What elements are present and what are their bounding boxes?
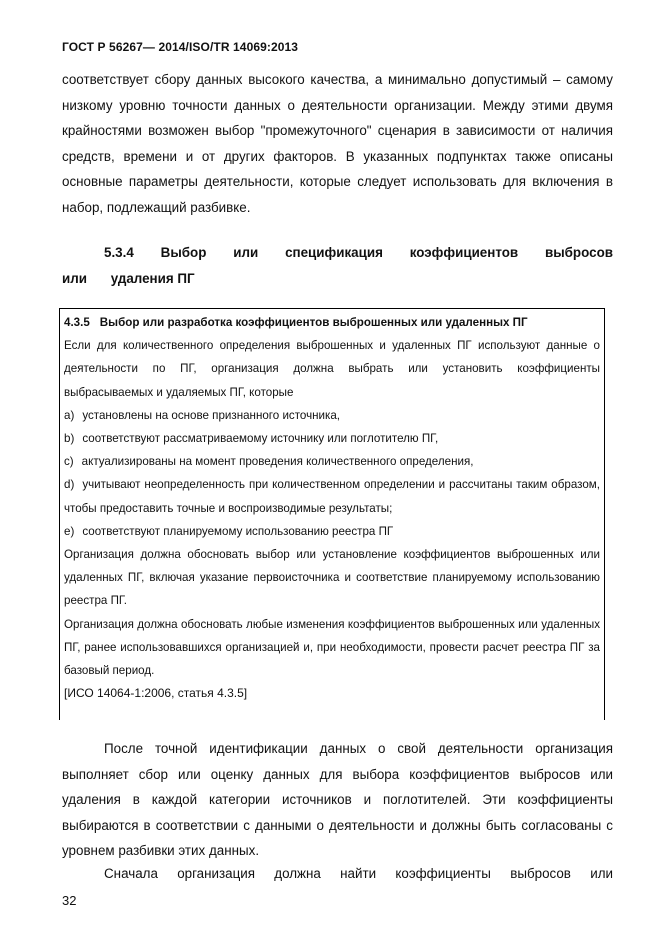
list-item-text: учитывают неопределенность при количественном определении и рассчитаны таким образом, чтобы предоставить точные и воспроизводимые результаты; — [64, 478, 600, 515]
quote-list-item — [64, 427, 600, 450]
quote-title — [64, 311, 584, 334]
document-header: ГОСТ Р 56267— 2014/ISO/TR 14069:2013 — [62, 40, 299, 54]
list-item-text: соответствуют рассматриваемому источнику или поглотителю ПГ, — [82, 432, 439, 446]
list-item-text: установлены на основе признанного источника, — [82, 408, 341, 422]
quote-list-item — [64, 404, 600, 427]
section-number: 5.3.4 — [104, 245, 134, 260]
quote-clause-number: 4.3.5 — [64, 316, 90, 329]
body-paragraph: После точной идентификации данных о свой деятельности организация выполняет сбор или оценку данных для выбора коэффициентов выбросов или удаления в каждой категории источников и поглотителей. Эти коэффициенты выбираются в соответствии с данными о деятельности и должны быть согласованы с уровнем разбивки этих данных. — [62, 741, 613, 859]
quote-clause-title: Выбор или разработка коэффициентов выброшенных или удаленных ПГ — [99, 316, 528, 329]
list-item-text: актуализированы на момент проведения количественного определения, — [81, 455, 474, 469]
quote-intro: Если для количественного определения выброшенных и удаленных ПГ используют данные о деятельности по ПГ, организация должна выбрать или установить коэффициенты выбрасываемых и удаляемых ПГ, которые — [64, 339, 600, 399]
last-paragraph: Сначала организация должна найти коэффициенты выбросов или — [104, 866, 613, 881]
quote-reference: [ИСО 14064-1:2006, статья 4.3.5] — [64, 686, 248, 701]
quote-list-item — [64, 450, 600, 473]
quote-paragraph-changes: Организация должна обосновать любые изменения коэффициентов выброшенных или удаленных ПГ, ранее использовавшихся организацией и, при необходимости, провести расчет реестра ПГ за базовый период. — [64, 617, 600, 678]
quote-paragraph-justification: Организация должна обосновать выбор или установление коэффициентов выброшенных или удаленных ПГ, включая указание первоисточника и соответствие планируемому использованию реестра ПГ. — [64, 548, 600, 608]
list-item-label: b) — [64, 432, 75, 446]
section-title: Выбор или спецификация коэффициентов выбросов или — [62, 245, 613, 286]
intro-paragraph: соответствует сбору данных высокого качества, а минимально допустимый – самому низкому уровню точности данных о деятельности организации. Между этими двумя крайностями возможен выбор "промежуточного" сценария в зависимости от наличия средств, времени и от других факторов. В указанных подпунктах также описаны основные параметры деятельности, которые следует использовать для включения в набор, подлежащий разбивке. — [62, 72, 613, 215]
list-item-label: c) — [64, 455, 74, 469]
list-item-label: d) — [64, 478, 75, 492]
list-item-text: соответствуют планируемому использованию реестра ПГ — [82, 524, 394, 538]
quote-list-item — [64, 520, 600, 543]
section-title-tail: удаления ПГ — [110, 270, 195, 286]
page-number: 32 — [62, 893, 77, 908]
quote-list-item — [64, 473, 600, 519]
section-heading — [62, 240, 613, 291]
list-item-label: a) — [64, 408, 75, 422]
list-item-label: e) — [64, 524, 75, 538]
standard-quote-box — [59, 308, 605, 720]
